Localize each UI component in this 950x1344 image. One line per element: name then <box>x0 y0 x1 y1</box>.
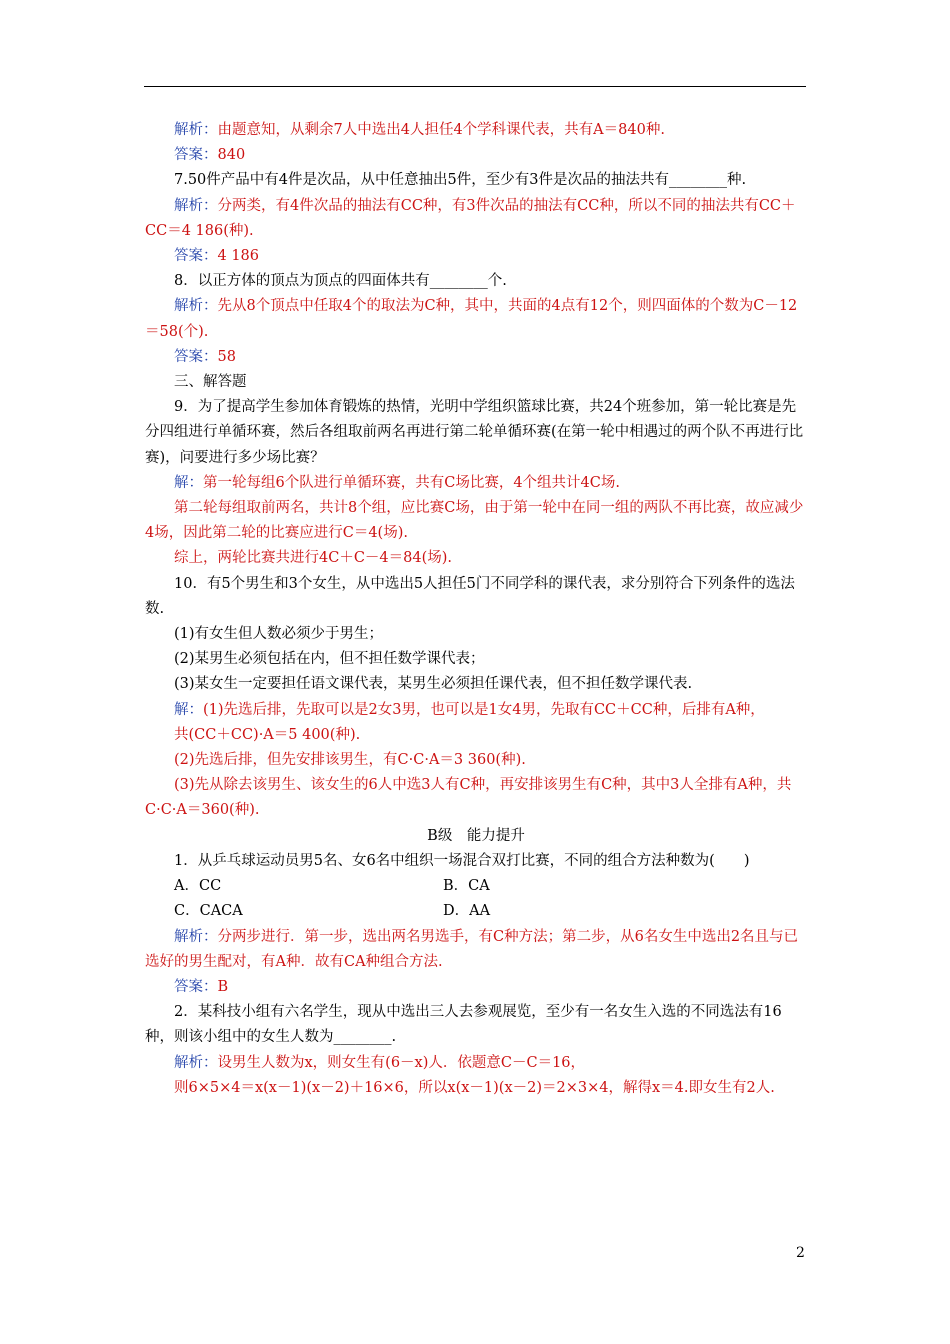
section-heading: 三、解答题 <box>174 374 247 391</box>
answer-q6: 答案：840 <box>174 147 246 164</box>
analysis-b1: 解析：分两步进行．第一步，选出两名男选手，有C种方法；第二步，从6名女生中选出2名且与已选好的男生配对，有A种．故有CA种组合方法. <box>145 928 799 970</box>
analysis-q7: 解析：分两类，有4件次品的抽法有CC种，有3件次品的抽法有CC种，所以不同的抽法共有CC＋CC＝4 186(种). <box>145 197 796 239</box>
option-a: A．CC <box>174 878 222 895</box>
header-rule <box>144 86 806 87</box>
answer-q7: 答案：4 186 <box>174 248 260 265</box>
question-10: 10．有5个男生和3个女生，从中选出5人担任5门不同学科的课代表，求分别符合下列条件的选法数. <box>145 575 795 617</box>
question-9: 9．为了提高学生参加体育锻炼的热情，光明中学组织篮球比赛，共24个班参加，第一轮比赛是先分四组进行单循环赛，然后各组取前两名再进行第二轮单循环赛(在第一轮中相遇过的两个队不再进行比赛)，问要进行多少场比赛？ <box>145 399 804 466</box>
answer-q8: 答案：58 <box>174 348 236 365</box>
question-10-1: (1)有女生但人数必须少于男生； <box>174 626 384 643</box>
answer-b1: 答案：B <box>174 978 229 995</box>
question-8: 8．以正方体的顶点为顶点的四面体共有________个. <box>174 273 507 290</box>
level-b-heading: B级 能力提升 <box>427 827 525 844</box>
solution-q10-1: 解：(1)先选后排，先取可以是2女3男，也可以是1女4男，先取有CC＋CC种，后排有A种， <box>174 701 765 718</box>
solution-q9-2: 第二轮每组取前两名，共计8个组，应比赛C场，由于第一轮中在同一组的两队不再比赛，故应减少4场，因此第二轮的比赛应进行C＝4(场). <box>145 500 804 542</box>
question-10-3: (3)某女生一定要担任语文课代表，某男生必须担任课代表，但不担任数学课代表. <box>174 676 693 693</box>
options-row-1 <box>145 874 807 899</box>
option-c: C．CACA <box>174 903 243 920</box>
solution-q9-1: 解：第一轮每组6个队进行单循环赛，共有C场比赛，4个组共计4C场. <box>174 474 620 491</box>
analysis-q6: 解析：由题意知，从剩余7人中选出4人担任4个学科课代表，共有A＝840种. <box>174 122 665 138</box>
analysis-b2: 解析：设男生人数为x，则女生有(6－x)人．依题意C－C＝16， <box>174 1054 586 1071</box>
solution-q10-3: (3)先从除去该男生、该女生的6人中选3人有C种，再安排该男生有C种，其中3人全排有A种，共C·C·A＝360(种). <box>145 777 792 819</box>
options-row-2 <box>145 899 807 924</box>
solution-q9-3: 综上，两轮比赛共进行4C＋C－4＝84(场). <box>174 550 453 567</box>
solution-b2: 则6×5×4＝x(x－1)(x－2)＋16×6，所以x(x－1)(x－2)＝2×3×4，解得x＝4.即女生有2人. <box>174 1079 775 1096</box>
analysis-q8: 解析：先从8个顶点中任取4个的取法为C种，其中，共面的4点有12个，则四面体的个数为C－12＝58(个). <box>145 298 798 340</box>
question-7: 7.50件产品中有4件是次品，从中任意抽出5件，至少有3件是次品的抽法共有________种. <box>174 172 747 189</box>
question-b2: 2．某科技小组有六名学生，现从中选出三人去参观展览，至少有一名女生入选的不同选法有16种，则该小组中的女生人数为________. <box>145 1004 782 1046</box>
page-number: 2 <box>796 1245 805 1261</box>
option-b: B．CA <box>443 878 490 895</box>
option-d: D．AA <box>443 903 491 920</box>
page-content <box>145 118 807 1101</box>
solution-q10-2: (2)先选后排，但先安排该男生，有C·C·A＝3 360(种). <box>174 752 526 769</box>
solution-q10-1b: 共(CC＋CC)·A＝5 400(种). <box>174 726 361 743</box>
question-b1: 1．从乒乓球运动员男5名、女6名中组织一场混合双打比赛，不同的组合方法种数为( ) <box>174 852 750 869</box>
question-10-2: (2)某男生必须包括在内，但不担任数学课代表； <box>174 651 485 668</box>
